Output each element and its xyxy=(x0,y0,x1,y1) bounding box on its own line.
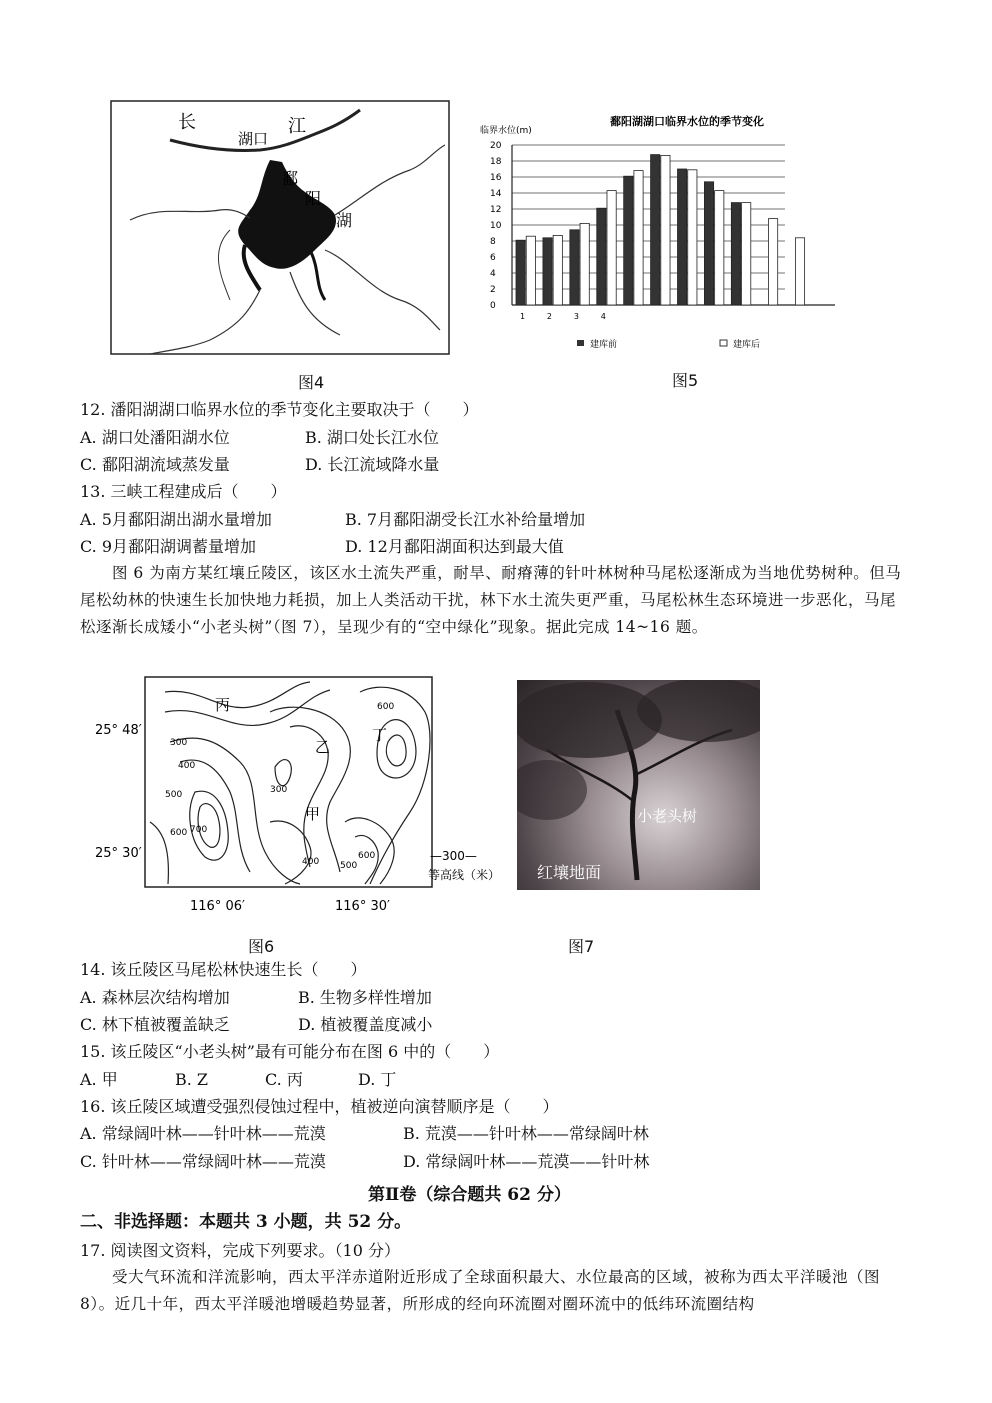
figure-7-photo xyxy=(517,680,760,890)
photo-label-tree: 小老头树 xyxy=(637,807,698,825)
map-label-jiang: 江 xyxy=(288,116,306,137)
map-label-po: 鄱 xyxy=(282,169,299,188)
contour-value: 500 xyxy=(165,790,183,800)
y-tick-label: 14 xyxy=(490,189,502,199)
y-tick-label: 16 xyxy=(490,173,502,183)
y-tick-label: 2 xyxy=(490,285,496,295)
bar-before-8 xyxy=(704,182,713,305)
lon-label-left: 116° 06′ xyxy=(190,899,245,914)
chart-svg xyxy=(470,105,850,355)
q17-stem: 17. 阅读图文资料，完成下列要求。（10 分） xyxy=(80,1241,400,1260)
bar-after-10 xyxy=(768,219,777,305)
y-tick-label: 20 xyxy=(490,141,502,151)
contour-value: 600 xyxy=(170,828,188,838)
y-tick-label: 8 xyxy=(490,237,496,247)
contour-value: 300 xyxy=(270,785,288,795)
y-tick-label: 6 xyxy=(490,253,496,263)
q13-option-c: C. 9月鄱阳湖调蓄量增加 xyxy=(80,537,257,556)
q13-option-a: A. 5月鄱阳湖出湖水量增加 xyxy=(80,510,272,529)
map-label-hu: 湖 xyxy=(336,211,353,230)
y-tick-label: 10 xyxy=(490,221,502,231)
section-2-heading: 二、非选择题：本题共 3 小题，共 52 分。 xyxy=(80,1212,412,1232)
photo-label-ground: 红壤地面 xyxy=(537,863,602,882)
contour-svg xyxy=(90,672,510,922)
figure-5-caption: 图5 xyxy=(672,371,699,390)
q13-option-d: D. 12月鄱阳湖面积达到最大值 xyxy=(345,537,564,556)
contour-value: 400 xyxy=(178,761,196,771)
figure-4-caption: 图4 xyxy=(298,373,325,392)
q13-stem: 13. 三峡工程建成后（ ） xyxy=(80,482,287,501)
q15-option-c: C. 丙 xyxy=(265,1070,303,1089)
bar-after-6 xyxy=(661,155,670,305)
q12-option-a: A. 湖口处潘阳湖水位 xyxy=(80,428,230,447)
legend-swatch-after xyxy=(720,340,727,346)
contour-value: 600 xyxy=(377,702,395,712)
part-2-title: 第Ⅱ卷（综合题共 62 分） xyxy=(368,1185,571,1205)
bar-after-1 xyxy=(526,236,535,305)
bar-before-7 xyxy=(678,169,687,305)
contour-label-ding: 丁 xyxy=(372,726,388,744)
bar-before-2 xyxy=(543,238,552,305)
map-label-chang: 长 xyxy=(178,112,196,133)
q14-option-d: D. 植被覆盖度减小 xyxy=(298,1015,433,1034)
q14-stem: 14. 该丘陵区马尾松林快速生长（ ） xyxy=(80,960,367,979)
q12-option-c: C. 鄱阳湖流域蒸发量 xyxy=(80,455,230,474)
lon-label-right: 116° 30′ xyxy=(335,899,390,914)
q15-option-d: D. 丁 xyxy=(358,1070,397,1089)
bar-before-9 xyxy=(731,203,740,305)
contour-legend-value: —300— xyxy=(430,849,477,863)
bar-after-3 xyxy=(580,223,589,305)
q12-stem: 12. 潘阳湖湖口临界水位的季节变化主要取决于（ ） xyxy=(80,400,479,419)
q15-option-b: B. Z xyxy=(175,1070,209,1089)
bar-after-9 xyxy=(742,203,751,305)
q17-text: 受大气环流和洋流影响，西太平洋赤道附近形成了全球面积最大、水位最高的区域，被称为西太平洋暖池（图 8）。近几十年，西太平洋暖池增暖趋势显著，所形成的经向环流圈对圈环流中的低纬环流圈结构 xyxy=(80,1268,881,1313)
bar-before-3 xyxy=(570,230,579,305)
contour-value: 600 xyxy=(358,851,376,861)
q15-option-a: A. 甲 xyxy=(80,1070,118,1089)
contour-label-jia: 甲 xyxy=(305,805,321,823)
q14-option-b: B. 生物多样性增加 xyxy=(298,988,432,1007)
q12-option-d: D. 长江流域降水量 xyxy=(305,455,440,474)
contour-value: 300 xyxy=(170,738,188,748)
figure-5-chart xyxy=(470,105,850,355)
y-tick-label: 4 xyxy=(490,269,496,279)
x-tick-label: 2 xyxy=(546,312,553,321)
lat-label-bottom: 25° 30′ xyxy=(95,846,142,861)
q13-option-b: B. 7月鄱阳湖受长江水补给量增加 xyxy=(345,510,586,529)
chart-title: 鄱阳湖湖口临界水位的季节变化 xyxy=(610,115,764,128)
y-tick-label: 0 xyxy=(490,301,496,311)
x-tick-label: 1 xyxy=(520,312,526,321)
figure-7-caption: 图7 xyxy=(568,937,595,956)
bar-before-1 xyxy=(516,240,525,305)
x-tick-label: 4 xyxy=(600,312,606,321)
bar-after-8 xyxy=(715,191,724,305)
x-tick-label: 3 xyxy=(573,312,579,321)
contour-value: 400 xyxy=(302,857,320,867)
q14-option-a: A. 森林层次结构增加 xyxy=(80,988,230,1007)
figure-6-contour-map xyxy=(90,672,510,922)
contour-value: 500 xyxy=(340,861,358,871)
bar-before-6 xyxy=(651,155,660,305)
map-svg xyxy=(110,100,450,355)
bar-before-4 xyxy=(597,208,606,305)
legend-label-after: 建库后 xyxy=(733,340,761,350)
figure-4-map xyxy=(110,100,450,355)
y-tick-label: 18 xyxy=(490,157,502,167)
contour-legend-label: 等高线（米） xyxy=(428,868,501,882)
bar-after-2 xyxy=(553,235,562,305)
contour-value: 700 xyxy=(190,825,208,835)
figure-6-caption: 图6 xyxy=(248,937,275,956)
bar-after-4 xyxy=(607,191,616,305)
tree-drawing xyxy=(517,680,760,890)
map-label-yang: 阳 xyxy=(305,189,322,208)
bar-after-7 xyxy=(688,170,697,305)
q15-stem: 15. 该丘陵区“小老头树”最有可能分布在图 6 中的（ ） xyxy=(80,1042,500,1061)
q16-option-a: A. 常绿阔叶林——针叶林——荒漠 xyxy=(80,1124,326,1143)
map-label-hukou: 湖口 xyxy=(238,130,269,148)
y-tick-label: 12 xyxy=(490,205,502,215)
contour-label-bing: 丙 xyxy=(215,696,231,714)
q16-option-d: D. 常绿阔叶林——荒漠——针叶林 xyxy=(403,1152,650,1171)
contour-label-yi: 乙 xyxy=(315,738,331,756)
q16-stem: 16. 该丘陵区域遭受强烈侵蚀过程中，植被逆向演替顺序是（ ） xyxy=(80,1097,559,1116)
q12-option-b: B. 湖口处长江水位 xyxy=(305,428,439,447)
bar-after-5 xyxy=(634,171,643,305)
chart-ylabel: 临界水位(m) xyxy=(480,126,532,136)
lat-label-top: 25° 48′ xyxy=(95,723,142,738)
q16-option-b: B. 荒漠——针叶林——常绿阔叶林 xyxy=(403,1124,649,1143)
q16-option-c: C. 针叶林——常绿阔叶林——荒漠 xyxy=(80,1152,326,1171)
q14-option-c: C. 林下植被覆盖缺乏 xyxy=(80,1015,230,1034)
bar-after-11 xyxy=(795,238,804,305)
legend-label-before: 建库前 xyxy=(590,340,618,350)
bar-before-5 xyxy=(624,176,633,305)
legend-swatch-before xyxy=(577,340,584,346)
intro-paragraph-14-16: 图 6 为南方某红壤丘陵区，该区水土流失严重，耐旱、耐瘠薄的针叶林树种马尾松逐渐成为当地优势树种。但马尾松幼林的快速生长加快地力耗损，加上人类活动干扰，林下水土流失更严重，马尾松林生态环境进一步恶化，马尾松逐渐长成矮小“小老头树”（图 7），呈现少有的“空中绿化”现象。据此完成 14~16 题。 xyxy=(80,564,902,636)
